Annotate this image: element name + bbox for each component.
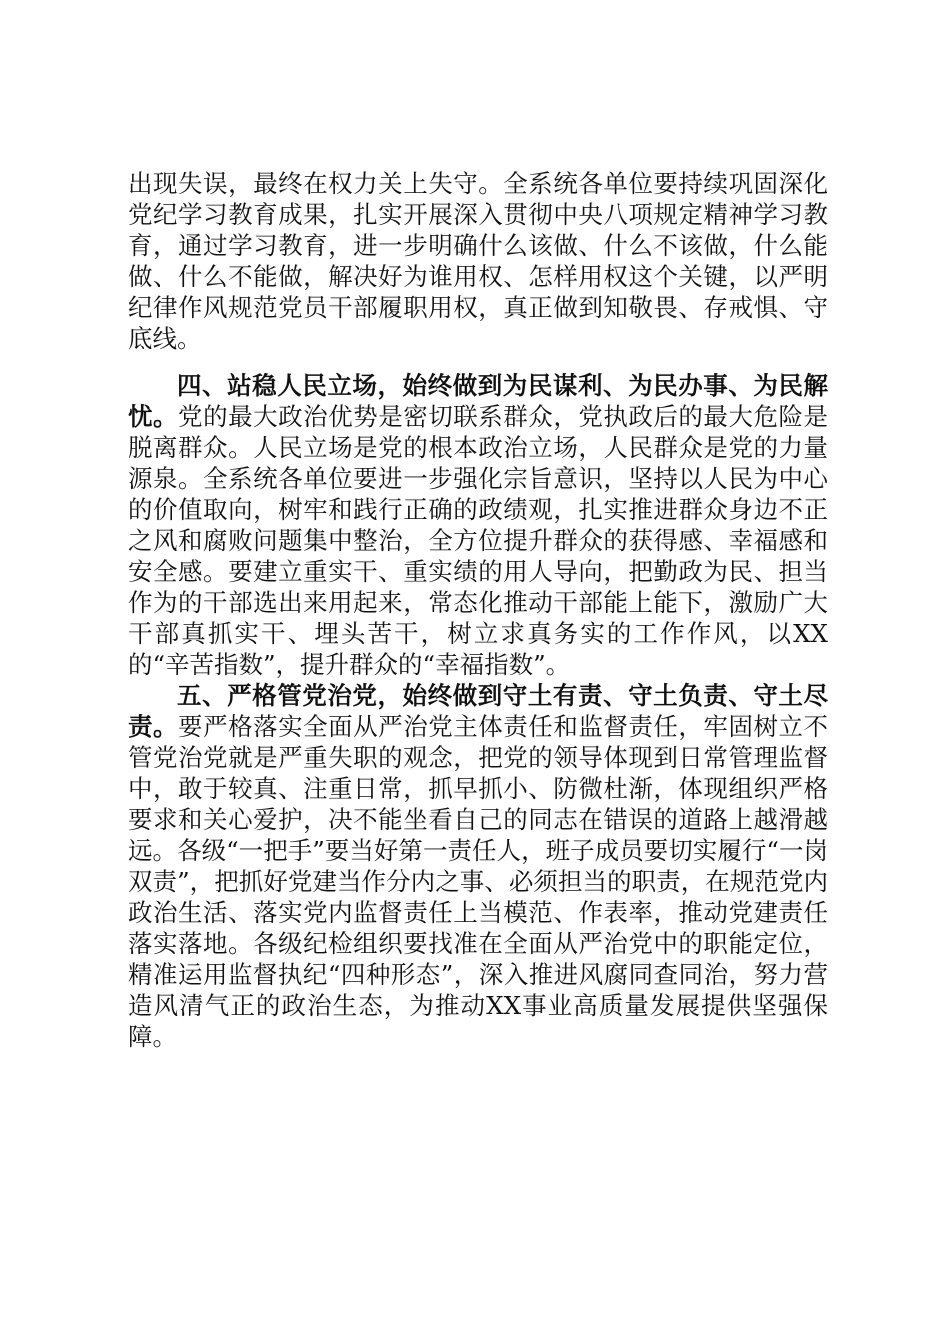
paragraph-section-four: [128, 370, 828, 680]
paragraph-body: 党的最大政治优势是密切联系群众，党执政后的最大危险是脱离群众。人民立场是党的根本政治立场，人民群众是党的力量源泉。全系统各单位要进一步强化宗旨意识，坚持以人民为中心的价值取向，树牢和践行正确的政绩观，扎实推进群众身边不正之风和腐败问题集中整治，全方位提升群众的获得感、幸福感和安全感。要建立重实干、重实绩的用人导向，把勤政为民、担当作为的干部选出来用起来，常态化推动干部能上能下，激励广大干部真抓实干、埋头苦干，树立求真务实的工作作风，以XX的“辛苦指数”，提升群众的“幸福指数”。: [128, 402, 829, 679]
paragraph-section-five: [128, 680, 828, 1052]
section-heading: 四、站稳人民立场，始终做到为民谋利、为民办事、为民解忧。: [128, 371, 828, 431]
paragraph-continuation: [128, 168, 828, 354]
paragraph-body: 要严格落实全面从严治党主体责任和监督责任，牢固树立不管党治党就是严重失职的观念，把党的领导体现到日常管理监督中，敢于较真、注重日常，抓早抓小、防微杜渐，体现组织严格要求和关心爱护，决不能坐看自己的同志在错误的道路上越滑越远。各级“一把手”要当好第一责任人，班子成员要切实履行“一岗双责”，把抓好党建当作分内之事、必须担当的职责，在规范党内政治生活、落实党内监督责任上当模范、作表率，推动党建责任落实落地。各级纪检组织要找准在全面从严治党中的职能定位，精准运用监督执纪“四种形态”，深入推进风腐同查同治，努力营造风清气正的政治生态，为推动XX事业高质量发展提供坚强保障。: [128, 712, 829, 1051]
section-heading: 五、严格管党治党，始终做到守土有责、守土负责、守土尽责。: [128, 681, 828, 741]
paragraph-body: 出现失误，最终在权力关上失守。全系统各单位要持续巩固深化党纪学习教育成果，扎实开展深入贯彻中央八项规定精神学习教育，通过学习教育，进一步明确什么该做、什么不该做，什么能做、什么不能做，解决好为谁用权、怎样用权这个关键，以严明纪律作风规范党员干部履职用权，真正做到知敬畏、存戒惧、守底线。: [128, 169, 828, 353]
